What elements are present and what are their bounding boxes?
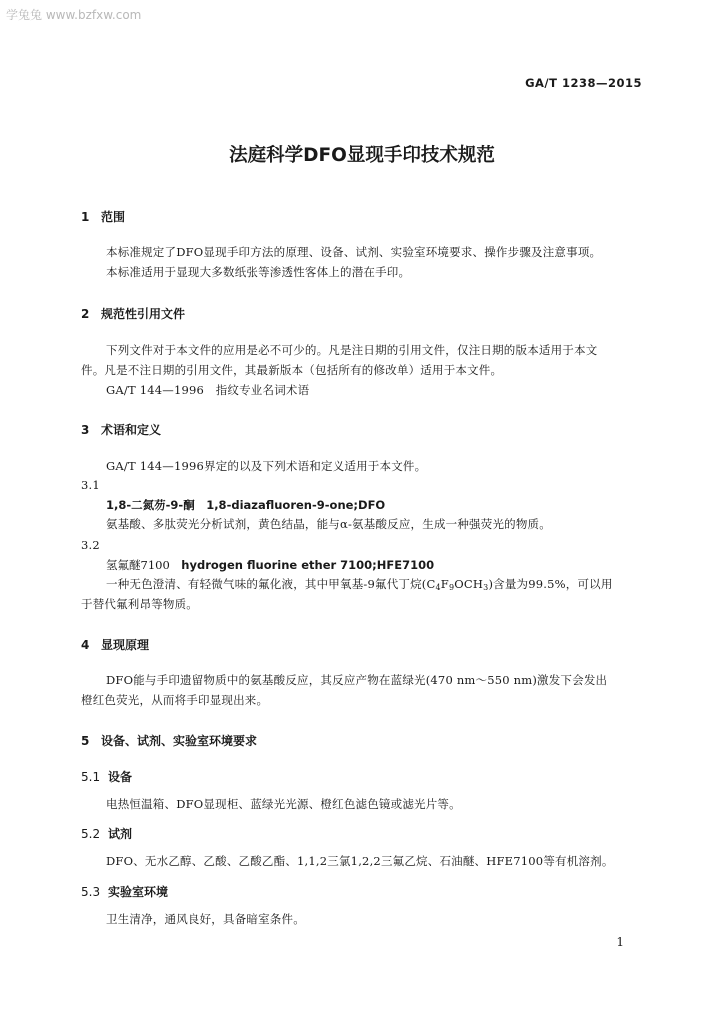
term-chinese: 氢氟醚7100 xyxy=(106,558,170,572)
section-heading-4 xyxy=(81,636,149,653)
paragraph: 下列文件对于本文件的应用是必不可少的。凡是注日期的引用文件，仅注日期的版本适用于本文 xyxy=(106,343,598,357)
definition-text: F xyxy=(440,577,449,591)
section-title: 术语和定义 xyxy=(101,423,162,437)
term-definition xyxy=(106,576,613,592)
definition-text: )含量为99.5%，可以用 xyxy=(488,577,613,591)
subsection-number: 5.1 xyxy=(81,770,101,784)
subsection-title: 实验室环境 xyxy=(108,885,169,899)
term-definition: 氨基酸、多肽荧光分析试剂，黄色结晶，能与α-氨基酸反应，生成一种强荧光的物质。 xyxy=(106,517,551,531)
watermark-text: 学兔兔 www.bzfxw.com xyxy=(6,8,142,22)
section-title: 范围 xyxy=(101,210,126,224)
paragraph: 卫生清净，通风良好，具备暗室条件。 xyxy=(106,912,305,926)
paragraph: 本标准适用于显现大多数纸张等渗透性客体上的潜在手印。 xyxy=(106,265,411,279)
subsection-title: 试剂 xyxy=(108,827,133,841)
section-title: 显现原理 xyxy=(101,638,150,652)
paragraph: DFO、无水乙醇、乙酸、乙酸乙酯、1,1,2三氯1,2,2三氟乙烷、石油醚、HFE7100等有机溶剂。 xyxy=(106,854,614,868)
paragraph: 电热恒温箱、DFO显现柜、蓝绿光光源、橙红色滤色镜或滤光片等。 xyxy=(106,797,461,811)
section-number: 5 xyxy=(81,734,90,748)
standard-code: GA/T 1238—2015 xyxy=(525,76,642,90)
subsection-title: 设备 xyxy=(108,770,133,784)
subscript: 3 xyxy=(483,583,489,592)
subscript: 9 xyxy=(448,583,455,592)
definition-text: 一种无色澄清、有轻微气味的氟化液，其中甲氧基-9氟代丁烷(C xyxy=(106,577,436,591)
section-heading-2 xyxy=(81,305,185,322)
paragraph: 件。凡是不注日期的引用文件，其最新版本（包括所有的修改单）适用于本文件。 xyxy=(81,363,503,377)
subsection-heading xyxy=(81,883,168,900)
term-number: 3.1 xyxy=(81,478,100,492)
term-text: 1,8-二氮芴-9-酮 1,8-diazafluoren-9-one;DFO xyxy=(106,498,386,512)
paragraph: DFO能与手印遗留物质中的氨基酸反应，其反应产物在蓝绿光(470 nm～550 nm)激发下会发出 xyxy=(106,673,608,687)
section-number: 2 xyxy=(81,307,90,321)
term-name xyxy=(106,557,434,573)
section-number: 3 xyxy=(81,423,90,437)
section-heading-5 xyxy=(81,732,257,749)
section-number: 1 xyxy=(81,210,90,224)
paragraph: 本标准规定了DFO显现手印方法的原理、设备、试剂、实验室环境要求、操作步骤及注意事项。 xyxy=(106,245,602,259)
term-number: 3.2 xyxy=(81,538,100,552)
subsection-heading xyxy=(81,768,132,785)
term-definition: 于替代氟利昂等物质。 xyxy=(81,597,198,611)
paragraph: GA/T 144—1996界定的以及下列术语和定义适用于本文件。 xyxy=(106,459,427,473)
term-name xyxy=(106,497,385,513)
document-title: 法庭科学DFO显现手印技术规范 xyxy=(229,145,495,166)
section-title: 设备、试剂、实验室环境要求 xyxy=(101,734,258,748)
subsection-heading xyxy=(81,825,132,842)
section-number: 4 xyxy=(81,638,90,652)
subscript: 4 xyxy=(435,583,441,592)
section-title: 规范性引用文件 xyxy=(101,307,186,321)
section-heading-1 xyxy=(81,208,125,225)
subsection-number: 5.3 xyxy=(81,885,101,899)
term-english: hydrogen fluorine ether 7100;HFE7100 xyxy=(181,558,435,572)
paragraph: 橙红色荧光，从而将手印显现出来。 xyxy=(81,693,269,707)
section-heading-3 xyxy=(81,421,161,438)
subsection-number: 5.2 xyxy=(81,827,101,841)
page-number: 1 xyxy=(616,935,624,949)
reference-item: GA/T 144—1996 指纹专业名词术语 xyxy=(106,383,310,397)
definition-text: OCH xyxy=(454,577,484,591)
